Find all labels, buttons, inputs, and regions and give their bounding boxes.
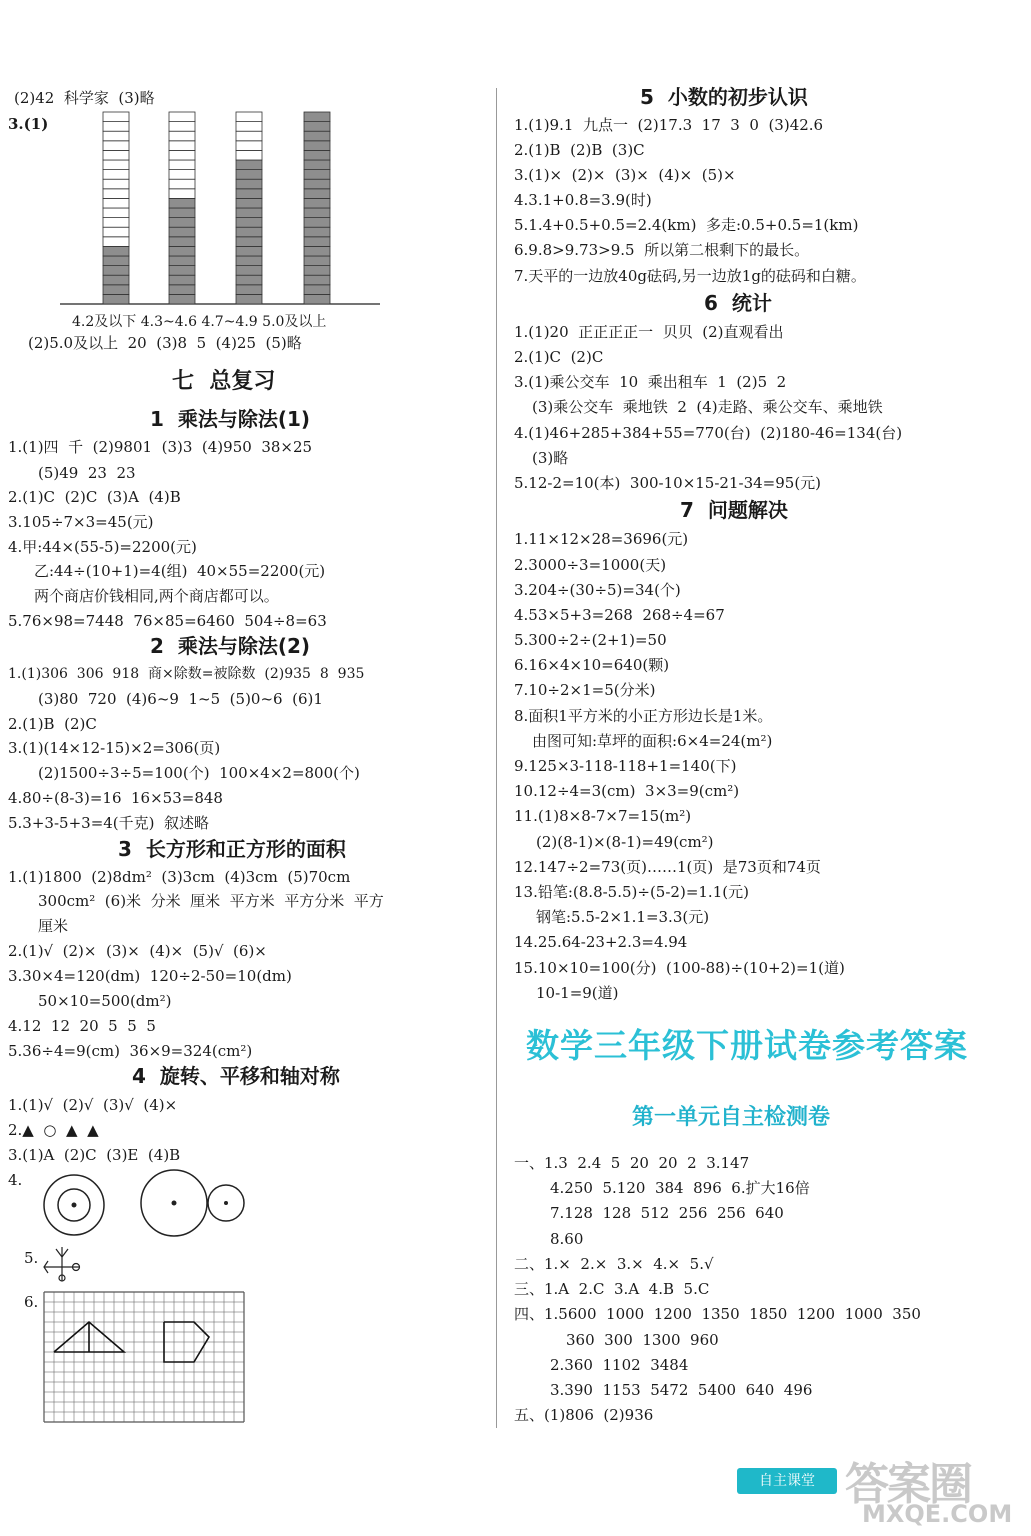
bar-cell-filled xyxy=(236,266,262,276)
bar-cell-empty xyxy=(169,131,195,141)
bar-cell-filled xyxy=(103,246,129,256)
answer-line: (3)80 720 (4)6~9 1~5 (5)0~6 (6)1 xyxy=(38,690,323,708)
answer-key-title: 数学三年级下册试卷参考答案 xyxy=(526,1026,968,1065)
bar-cell-filled xyxy=(169,285,195,295)
answer-line: 15.10×10=100(分) (100-88)÷(10+2)=1(道) xyxy=(514,959,845,977)
bar-cell-empty xyxy=(169,160,195,170)
answer-line: 7.128 128 512 256 256 640 xyxy=(550,1204,784,1222)
bar-cell-filled xyxy=(236,227,262,237)
x-tick-label: 4.2及以下 xyxy=(72,314,137,330)
bar-cell-filled xyxy=(236,160,262,170)
publisher-badge: 自主课堂 xyxy=(737,1468,837,1494)
bar-cell-filled xyxy=(304,150,330,160)
answer-line: 5. xyxy=(24,1249,39,1267)
bar-cell-filled xyxy=(103,294,129,304)
answer-line: 钢笔:5.5-2×1.1=3.3(元) xyxy=(536,908,710,926)
answer-line: 7.10÷2×1=5(分米) xyxy=(514,681,656,699)
bar-cell-filled xyxy=(236,170,262,180)
bar-cell-filled xyxy=(304,122,330,132)
grid-transform-figure xyxy=(42,1290,248,1428)
bar-cell-filled xyxy=(236,285,262,295)
answer-line: 1.(1)9.1 九点一 (2)17.3 17 3 0 (3)42.6 xyxy=(514,116,824,134)
answer-line: 8.面积1平方米的小正方形边长是1米。 xyxy=(514,707,773,725)
bar-cell-filled xyxy=(236,198,262,208)
answer-line: 13.铅笔:(8.8-5.5)÷(5-2)=1.1(元) xyxy=(514,883,749,901)
bar-cell-empty xyxy=(103,218,129,228)
subsection-heading: 3 长方形和正方形的面积 xyxy=(118,837,346,861)
bar-cell-filled xyxy=(236,208,262,218)
answer-line: 3.(1)(14×12-15)×2=306(页) xyxy=(8,739,221,757)
bar-cell-empty xyxy=(103,198,129,208)
bar-cell-empty xyxy=(169,141,195,151)
bar-cell-filled xyxy=(304,198,330,208)
bar-chart xyxy=(55,108,385,333)
answer-line: 9.125×3-118-118+1=140(下) xyxy=(514,757,737,775)
bar-cell-filled xyxy=(236,189,262,199)
answer-line: 3.(1)× (2)× (3)× (4)× (5)× xyxy=(514,166,736,184)
watermark-logo: 答案圈 xyxy=(845,1459,971,1510)
answer-line: 5.76×98=7448 76×85=6460 504÷8=63 xyxy=(8,612,327,630)
bar-cell-empty xyxy=(169,150,195,160)
answer-line: 14.25.64-23+2.3=4.94 xyxy=(514,933,688,951)
bar-cell-filled xyxy=(236,179,262,189)
answer-line: 五、(1)806 (2)936 xyxy=(514,1406,654,1424)
bar-cell-filled xyxy=(236,256,262,266)
bar-cell-filled xyxy=(304,246,330,256)
bar-cell-empty xyxy=(103,122,129,132)
answer-line: (3)乘公交车 乘地铁 2 (4)走路、乘公交车、乘地铁 xyxy=(532,398,883,416)
answer-line: 3.(1) xyxy=(8,115,49,133)
answer-line: (2)1500÷3÷5=100(个) 100×4×2=800(个) xyxy=(38,764,360,782)
answer-line: 乙:44÷(10+1)=4(组) 40×55=2200(元) xyxy=(34,562,326,580)
answer-line: 4.250 5.120 384 896 6.扩大16倍 xyxy=(550,1179,810,1197)
bar-cell-filled xyxy=(169,256,195,266)
subsection-heading: 2 乘法与除法(2) xyxy=(150,634,311,658)
bar-cell-filled xyxy=(169,237,195,247)
bar-cell-filled xyxy=(304,160,330,170)
answer-line: 4.53×5+3=268 268÷4=67 xyxy=(514,606,725,624)
answer-line: 5.1.4+0.5+0.5=2.4(km) 多走:0.5+0.5=1(km) xyxy=(514,216,859,234)
bar-cell-empty xyxy=(103,160,129,170)
answer-line: 3.30×4=120(dm) 120÷2-50=10(dm) xyxy=(8,967,292,985)
x-tick-label: 4.7~4.9 xyxy=(201,314,258,330)
answer-line: 300cm² (6)米 分米 厘米 平方米 平方分米 平方 xyxy=(38,892,384,910)
answer-line: 10-1=9(道) xyxy=(536,984,619,1002)
answer-line: 8.60 xyxy=(550,1230,584,1248)
bar-cell-filled xyxy=(304,189,330,199)
answer-line: (5)49 23 23 xyxy=(38,464,136,482)
answer-line: 5.3+3-5+3=4(千克) 叙述略 xyxy=(8,814,210,832)
answer-line: 2.(1)B (2)B (3)C xyxy=(514,141,645,159)
answer-line: 2.3000÷3=1000(天) xyxy=(514,556,667,574)
bar-cell-empty xyxy=(103,237,129,247)
answer-line: 3.(1)乘公交车 10 乘出租车 1 (2)5 2 xyxy=(514,373,787,391)
bar-cell-filled xyxy=(304,285,330,295)
bar-cell-empty xyxy=(236,122,262,132)
answer-line: 2.(1)√ (2)× (3)× (4)× (5)√ (6)× xyxy=(8,942,267,960)
answer-line: 4.80÷(8-3)=16 16×53=848 xyxy=(8,789,223,807)
bar-cell-empty xyxy=(103,112,129,122)
subsection-heading: 5 小数的初步认识 xyxy=(640,85,808,109)
bar-cell-filled xyxy=(304,275,330,285)
bar-chart-x-labels xyxy=(72,312,326,332)
bar-cell-filled xyxy=(304,266,330,276)
x-tick-label: 4.3~4.6 xyxy=(140,314,197,330)
answer-line: 4.12 12 20 5 5 5 xyxy=(8,1017,156,1035)
bar-cell-empty xyxy=(103,189,129,199)
subsection-heading: 1 乘法与除法(1) xyxy=(150,407,311,431)
answer-line: 10.12÷4=3(cm) 3×3=9(cm²) xyxy=(514,782,740,800)
x-tick-label: 5.0及以上 xyxy=(262,314,327,330)
answer-line: 2.(1)B (2)C xyxy=(8,715,97,733)
answer-line: 12.147÷2=73(页)……1(页) 是73页和74页 xyxy=(514,858,821,876)
bar-cell-empty xyxy=(169,122,195,132)
bar-cell-filled xyxy=(169,294,195,304)
unit-test-title: 第一单元自主检测卷 xyxy=(632,1105,831,1130)
answer-line: 两个商店价钱相同,两个商店都可以。 xyxy=(34,587,279,605)
bar-cell-empty xyxy=(236,150,262,160)
bar-cell-filled xyxy=(236,218,262,228)
bar-cell-empty xyxy=(103,227,129,237)
answer-line: 2.(1)C (2)C (3)A (4)B xyxy=(8,488,181,506)
bar-cell-filled xyxy=(304,131,330,141)
answer-line: 2.360 1102 3484 xyxy=(550,1356,689,1374)
answer-line: 一、1.3 2.4 5 20 20 2 3.147 xyxy=(514,1154,750,1172)
bar-cell-filled xyxy=(236,294,262,304)
subsection-heading: 7 问题解决 xyxy=(680,498,788,522)
bar-cell-empty xyxy=(103,208,129,218)
bar-cell-empty xyxy=(169,170,195,180)
answer-line: 3.204÷(30÷5)=34(个) xyxy=(514,581,681,599)
bar-cell-empty xyxy=(236,141,262,151)
bar-cell-filled xyxy=(103,266,129,276)
bar-cell-filled xyxy=(304,208,330,218)
bar-cell-empty xyxy=(103,150,129,160)
answer-line: 由图可知:草坪的面积:6×4=24(m²) xyxy=(532,732,773,750)
answer-line: 7.天平的一边放40g砝码,另一边放1g的砝码和白糖。 xyxy=(514,267,866,285)
bar-cell-filled xyxy=(236,275,262,285)
answer-line: (2)42 科学家 (3)略 xyxy=(14,89,155,107)
bar-cell-filled xyxy=(169,198,195,208)
bar-cell-filled xyxy=(236,237,262,247)
answer-line: 1.(1)1800 (2)8dm² (3)3cm (4)3cm (5)70cm xyxy=(8,868,351,886)
answer-line: 11.(1)8×8-7×7=15(m²) xyxy=(514,807,692,825)
bar-cell-empty xyxy=(103,170,129,180)
bar-cell-empty xyxy=(103,141,129,151)
answer-line: 1.(1)306 306 918 商×除数=被除数 (2)935 8 935 xyxy=(8,666,365,682)
answer-line: 5.12-2=10(本) 300-10×15-21-34=95(元) xyxy=(514,474,822,492)
bar-cell-empty xyxy=(103,131,129,141)
answer-line: 1.(1)√ (2)√ (3)√ (4)× xyxy=(8,1096,178,1114)
subsection-heading: 4 旋转、平移和轴对称 xyxy=(132,1064,340,1088)
bar-cell-empty xyxy=(236,131,262,141)
answer-line: 3.105÷7×3=45(元) xyxy=(8,513,154,531)
answer-line: 三、1.A 2.C 3.A 4.B 5.C xyxy=(514,1280,710,1298)
bar-cell-filled xyxy=(304,179,330,189)
bar-cell-filled xyxy=(236,246,262,256)
bar-cell-filled xyxy=(169,227,195,237)
bar-cell-filled xyxy=(169,275,195,285)
answer-line: 3.390 1153 5472 5400 640 496 xyxy=(550,1381,813,1399)
answer-line: 二、1.× 2.× 3.× 4.× 5.√ xyxy=(514,1255,714,1273)
bar-cell-filled xyxy=(304,237,330,247)
answer-line: 6. xyxy=(24,1293,39,1311)
answer-line: 6.9.8>9.73>9.5 所以第二根剩下的最长。 xyxy=(514,241,810,259)
subsection-heading: 6 统计 xyxy=(704,291,772,315)
answer-line: 2.(1)C (2)C xyxy=(514,348,604,366)
section-heading: 七 总复习 xyxy=(172,369,276,394)
bar-cell-filled xyxy=(169,208,195,218)
bar-cell-filled xyxy=(304,294,330,304)
answer-line: (3)略 xyxy=(532,449,569,467)
answer-line: (2)5.0及以上 20 (3)8 5 (4)25 (5)略 xyxy=(28,334,302,352)
bar-cell-filled xyxy=(304,141,330,151)
bar-cell-empty xyxy=(103,179,129,189)
circles-figure xyxy=(36,1165,256,1245)
bar-cell-empty xyxy=(169,189,195,199)
answer-line: 1.(1)四 千 (2)9801 (3)3 (4)950 38×25 xyxy=(8,438,313,456)
answer-line: 厘米 xyxy=(38,917,69,935)
column-divider xyxy=(496,88,497,1428)
answer-line: 4.(1)46+285+384+55=770(台) (2)180-46=134(台) xyxy=(514,424,903,442)
answer-line: 3.(1)A (2)C (3)E (4)B xyxy=(8,1146,181,1164)
bar-cell-empty xyxy=(169,179,195,189)
bar-cell-empty xyxy=(236,112,262,122)
bar-cell-filled xyxy=(169,246,195,256)
bar-cell-filled xyxy=(103,275,129,285)
bar-cell-filled xyxy=(304,112,330,122)
answer-line: 1.(1)20 正正正正一 贝贝 (2)直观看出 xyxy=(514,323,784,341)
bar-cell-filled xyxy=(304,227,330,237)
bar-cell-filled xyxy=(103,285,129,295)
bar-cell-filled xyxy=(304,170,330,180)
answer-line: (2)(8-1)×(8-1)=49(cm²) xyxy=(536,833,714,851)
watermark-url: MXQE.COM xyxy=(862,1500,1013,1528)
bar-cell-filled xyxy=(304,218,330,228)
bar-cell-filled xyxy=(103,256,129,266)
answer-line: 50×10=500(dm²) xyxy=(38,992,172,1010)
bar-cell-filled xyxy=(169,218,195,228)
answer-line: 360 300 1300 960 xyxy=(566,1331,719,1349)
bar-cell-filled xyxy=(169,266,195,276)
answer-line: 5.300÷2÷(2+1)=50 xyxy=(514,631,667,649)
answer-line: 4.3.1+0.8=3.9(时) xyxy=(514,191,652,209)
answer-line: 1.11×12×28=3696(元) xyxy=(514,530,689,548)
answer-line: 4. xyxy=(8,1171,23,1189)
answer-line: 5.36÷4=9(cm) 36×9=324(cm²) xyxy=(8,1042,253,1060)
axis-symmetry-figure xyxy=(40,1245,85,1285)
answer-line: 6.16×4×10=640(颗) xyxy=(514,656,670,674)
answer-line: 2.▲ ○ ▲ ▲ xyxy=(8,1121,99,1139)
bar-cell-empty xyxy=(169,112,195,122)
answer-line: 四、1.5600 1000 1200 1350 1850 1200 1000 350 xyxy=(514,1305,921,1323)
answer-line: 4.甲:44×(55-5)=2200(元) xyxy=(8,538,197,556)
bar-cell-filled xyxy=(304,256,330,266)
